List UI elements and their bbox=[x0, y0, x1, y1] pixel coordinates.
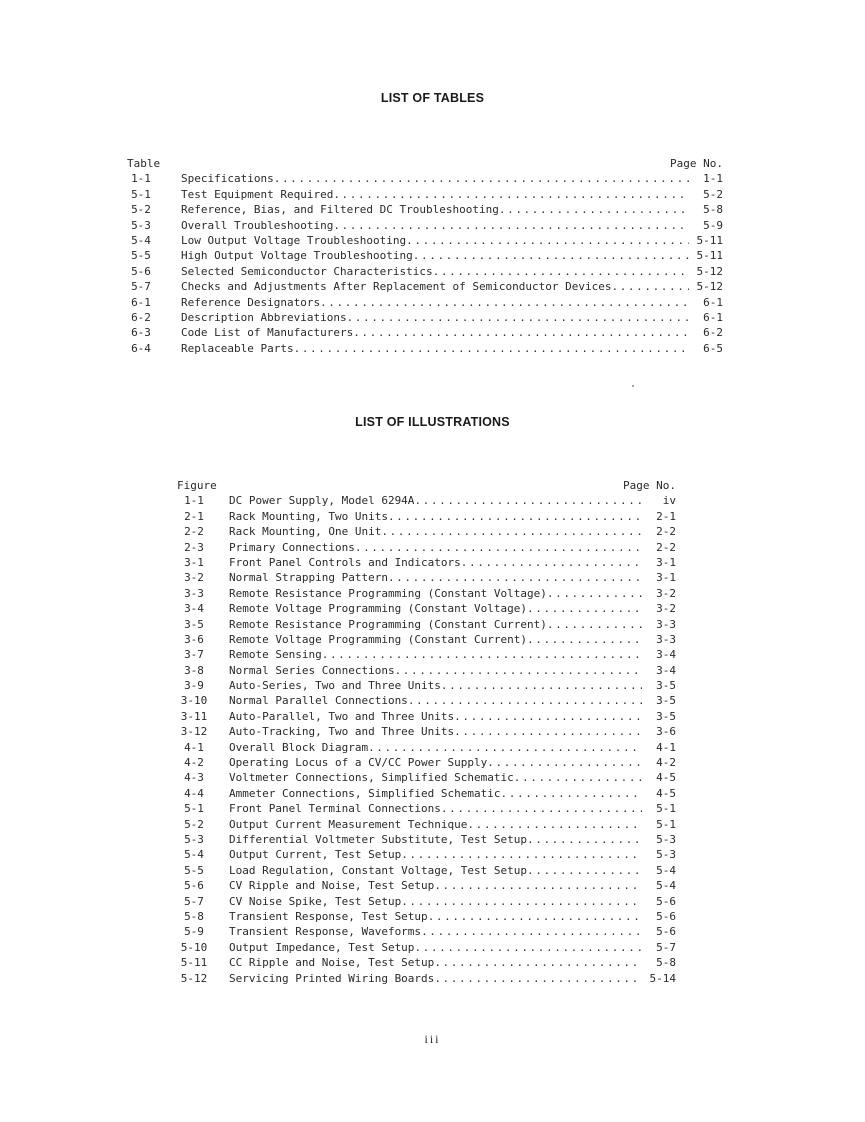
figure-page: 5-14 bbox=[649, 971, 676, 985]
figure-number: 5-2 bbox=[184, 817, 204, 831]
figure-page: 4-1 bbox=[656, 740, 676, 754]
figure-number: 3-11 bbox=[180, 709, 208, 723]
dot-leader bbox=[421, 925, 642, 938]
table-number: 5-6 bbox=[131, 264, 151, 278]
figure-number: 3-6 bbox=[184, 632, 204, 646]
figure-row bbox=[177, 941, 676, 956]
figure-number: 3-12 bbox=[180, 725, 208, 739]
figure-number: 3-9 bbox=[184, 679, 204, 693]
illustrations-list bbox=[177, 479, 676, 987]
dot-leader bbox=[434, 972, 642, 985]
dot-leader bbox=[414, 494, 642, 507]
figure-row bbox=[177, 664, 676, 679]
table-number: 5-5 bbox=[131, 249, 151, 263]
table-page: 6-1 bbox=[703, 310, 723, 324]
table-col-label: Table bbox=[127, 157, 161, 170]
table-number: 6-1 bbox=[131, 295, 151, 309]
table-row bbox=[127, 280, 723, 295]
figure-title: CC Ripple and Noise, Test Setup bbox=[229, 956, 435, 970]
figure-number: 5-3 bbox=[184, 832, 204, 846]
figure-title: CV Ripple and Noise, Test Setup bbox=[229, 879, 435, 893]
dot-leader bbox=[487, 756, 642, 769]
figure-title: Servicing Printed Wiring Boards bbox=[229, 971, 435, 985]
figure-row bbox=[177, 771, 676, 786]
dot-leader bbox=[527, 602, 642, 615]
dot-leader bbox=[355, 541, 642, 554]
table-title: Specifications bbox=[181, 172, 274, 186]
table-row bbox=[127, 296, 723, 311]
figure-page: 3-3 bbox=[656, 617, 676, 631]
illustrations-column-header bbox=[177, 479, 676, 494]
figure-page: 3-1 bbox=[656, 555, 676, 569]
dot-leader bbox=[401, 895, 642, 908]
figure-number: 1-1 bbox=[184, 494, 204, 508]
figure-page: 5-3 bbox=[656, 848, 676, 862]
table-page-col-label: Page No. bbox=[670, 157, 723, 170]
figure-page: 4-5 bbox=[656, 786, 676, 800]
dot-leader bbox=[434, 956, 642, 969]
figure-title: Remote Voltage Programming (Constant Voltage) bbox=[229, 602, 528, 616]
figure-title: Normal Series Connections bbox=[229, 663, 395, 677]
figure-page: 2-1 bbox=[656, 509, 676, 523]
figure-page: 3-3 bbox=[656, 632, 676, 646]
tables-rows bbox=[127, 172, 723, 357]
figure-row bbox=[177, 541, 676, 556]
figure-row bbox=[177, 879, 676, 894]
dot-leader bbox=[408, 694, 642, 707]
table-page: 5-9 bbox=[703, 218, 723, 232]
figure-page: iv bbox=[662, 494, 676, 508]
figure-page: 3-5 bbox=[656, 694, 676, 708]
dot-leader bbox=[454, 725, 642, 738]
figure-row bbox=[177, 679, 676, 694]
figure-row bbox=[177, 818, 676, 833]
table-page: 5-2 bbox=[703, 187, 723, 201]
table-title: Selected Semiconductor Characteristics bbox=[181, 264, 433, 278]
dot-leader bbox=[322, 648, 642, 661]
dot-leader bbox=[274, 172, 689, 185]
table-title: Code List of Manufacturers bbox=[181, 326, 354, 340]
dot-leader bbox=[433, 265, 689, 278]
dot-leader bbox=[368, 741, 642, 754]
figure-number: 5-4 bbox=[184, 848, 204, 862]
illustrations-rows bbox=[177, 494, 676, 987]
table-page: 5-11 bbox=[696, 249, 723, 263]
page-number: iii bbox=[424, 1032, 441, 1046]
figure-row bbox=[177, 710, 676, 725]
figure-title: Rack Mounting, One Unit bbox=[229, 525, 382, 539]
table-page: 5-11 bbox=[696, 233, 723, 247]
figure-row bbox=[177, 694, 676, 709]
figure-number: 5-1 bbox=[184, 802, 204, 816]
figure-title: Operating Locus of a CV/CC Power Supply bbox=[229, 756, 488, 770]
scan-speck bbox=[632, 385, 634, 387]
table-row bbox=[127, 326, 723, 341]
figure-title: Remote Resistance Programming (Constant Current) bbox=[229, 617, 547, 631]
figure-number: 4-2 bbox=[184, 756, 204, 770]
figure-title: Normal Strapping Pattern bbox=[229, 571, 388, 585]
figure-title: Auto-Series, Two and Three Units bbox=[229, 679, 441, 693]
table-number: 5-3 bbox=[131, 218, 151, 232]
figure-page: 5-1 bbox=[656, 802, 676, 816]
dot-leader bbox=[353, 326, 689, 339]
figure-title: Transient Response, Waveforms bbox=[229, 925, 422, 939]
figure-row bbox=[177, 787, 676, 802]
figure-page: 4-2 bbox=[656, 756, 676, 770]
dot-leader bbox=[347, 311, 689, 324]
figure-number: 5-12 bbox=[180, 971, 208, 985]
table-row bbox=[127, 311, 723, 326]
figure-page: 3-4 bbox=[656, 648, 676, 662]
figure-title: Ammeter Connections, Simplified Schematic bbox=[229, 786, 501, 800]
figure-title: Output Current, Test Setup bbox=[229, 848, 402, 862]
table-page: 1-1 bbox=[703, 172, 723, 186]
table-title: Overall Troubleshooting bbox=[181, 218, 334, 232]
table-number: 5-4 bbox=[131, 233, 151, 247]
table-page: 6-5 bbox=[703, 341, 723, 355]
table-row bbox=[127, 265, 723, 280]
dot-leader bbox=[381, 525, 642, 538]
figure-number: 4-3 bbox=[184, 771, 204, 785]
dot-leader bbox=[333, 219, 689, 232]
dot-leader bbox=[499, 203, 689, 216]
figure-title: Transient Response, Test Setup bbox=[229, 909, 428, 923]
figure-row bbox=[177, 741, 676, 756]
figure-page: 5-6 bbox=[656, 925, 676, 939]
figure-row bbox=[177, 525, 676, 540]
table-row bbox=[127, 249, 723, 264]
table-title: Low Output Voltage Troubleshooting bbox=[181, 233, 407, 247]
table-row bbox=[127, 172, 723, 187]
dot-leader bbox=[406, 234, 689, 247]
figure-row bbox=[177, 972, 676, 987]
table-number: 5-7 bbox=[131, 280, 151, 294]
tables-heading: LIST OF TABLES bbox=[380, 91, 485, 105]
table-row bbox=[127, 188, 723, 203]
figure-number: 3-4 bbox=[184, 602, 204, 616]
figure-number: 5-7 bbox=[184, 894, 204, 908]
figure-number: 2-2 bbox=[184, 525, 204, 539]
figure-title: Output Current Measurement Technique bbox=[229, 817, 468, 831]
dot-leader bbox=[527, 864, 642, 877]
figure-title: Auto-Parallel, Two and Three Units bbox=[229, 709, 455, 723]
figure-title: Remote Voltage Programming (Constant Current) bbox=[229, 632, 528, 646]
table-title: Description Abbreviations bbox=[181, 310, 347, 324]
dot-leader bbox=[547, 618, 642, 631]
illustrations-heading: LIST OF ILLUSTRATIONS bbox=[355, 415, 510, 429]
figure-row bbox=[177, 864, 676, 879]
dot-leader bbox=[467, 818, 642, 831]
table-page: 6-2 bbox=[703, 326, 723, 340]
dot-leader bbox=[333, 188, 689, 201]
table-title: Reference, Bias, and Filtered DC Troubleshooting bbox=[181, 203, 499, 217]
dot-leader bbox=[547, 587, 642, 600]
dot-leader bbox=[395, 664, 642, 677]
figure-title: Overall Block Diagram bbox=[229, 740, 369, 754]
figure-page: 2-2 bbox=[656, 525, 676, 539]
figure-page: 5-6 bbox=[656, 909, 676, 923]
figure-title: Front Panel Controls and Indicators bbox=[229, 555, 461, 569]
table-title: Test Equipment Required bbox=[181, 187, 334, 201]
table-title: Reference Designators bbox=[181, 295, 321, 309]
figure-number: 3-10 bbox=[180, 694, 208, 708]
figure-title: CV Noise Spike, Test Setup bbox=[229, 894, 402, 908]
dot-leader bbox=[527, 633, 642, 646]
table-title: Replaceable Parts bbox=[181, 341, 294, 355]
figure-row bbox=[177, 895, 676, 910]
table-number: 5-2 bbox=[131, 203, 151, 217]
figure-page: 3-2 bbox=[656, 602, 676, 616]
figure-row bbox=[177, 833, 676, 848]
figure-number: 5-11 bbox=[180, 956, 208, 970]
figure-page: 5-4 bbox=[656, 879, 676, 893]
figure-number: 3-2 bbox=[184, 571, 204, 585]
table-row bbox=[127, 234, 723, 249]
dot-leader bbox=[461, 556, 642, 569]
figure-row bbox=[177, 802, 676, 817]
figure-row bbox=[177, 587, 676, 602]
table-row bbox=[127, 203, 723, 218]
figure-page: 5-3 bbox=[656, 832, 676, 846]
figure-number: 4-4 bbox=[184, 786, 204, 800]
figure-title: Remote Resistance Programming (Constant Voltage) bbox=[229, 586, 547, 600]
figure-number: 5-8 bbox=[184, 909, 204, 923]
table-row bbox=[127, 342, 723, 357]
dot-leader bbox=[401, 848, 642, 861]
figure-title: Remote Sensing bbox=[229, 648, 322, 662]
dot-leader bbox=[501, 787, 642, 800]
figure-number: 2-3 bbox=[184, 540, 204, 554]
figure-title: Auto-Tracking, Two and Three Units bbox=[229, 725, 455, 739]
figure-row bbox=[177, 602, 676, 617]
figure-title: Normal Parallel Connections bbox=[229, 694, 408, 708]
table-title: Checks and Adjustments After Replacement of Semiconductor Devices bbox=[181, 280, 612, 294]
figure-number: 5-6 bbox=[184, 879, 204, 893]
figure-number: 3-3 bbox=[184, 586, 204, 600]
figure-page: 5-6 bbox=[656, 894, 676, 908]
figure-row bbox=[177, 510, 676, 525]
dot-leader bbox=[294, 342, 689, 355]
figure-page-col-label: Page No. bbox=[623, 479, 676, 492]
dot-leader bbox=[454, 710, 642, 723]
figure-number: 4-1 bbox=[184, 740, 204, 754]
figure-title: Voltmeter Connections, Simplified Schematic bbox=[229, 771, 514, 785]
tables-column-header bbox=[127, 157, 723, 172]
figure-page: 5-1 bbox=[656, 817, 676, 831]
dot-leader bbox=[413, 249, 689, 262]
dot-leader bbox=[388, 510, 642, 523]
dot-leader bbox=[388, 571, 642, 584]
figure-row bbox=[177, 956, 676, 971]
table-row bbox=[127, 219, 723, 234]
table-number: 5-1 bbox=[131, 187, 151, 201]
figure-number: 5-10 bbox=[180, 940, 208, 954]
figure-number: 2-1 bbox=[184, 509, 204, 523]
figure-page: 2-2 bbox=[656, 540, 676, 554]
figure-row bbox=[177, 756, 676, 771]
figure-page: 3-5 bbox=[656, 709, 676, 723]
dot-leader bbox=[428, 910, 642, 923]
table-page: 5-12 bbox=[696, 264, 723, 278]
figure-page: 5-8 bbox=[656, 956, 676, 970]
dot-leader bbox=[441, 679, 642, 692]
figure-row bbox=[177, 848, 676, 863]
figure-number: 3-7 bbox=[184, 648, 204, 662]
figure-col-label: Figure bbox=[177, 479, 217, 492]
figure-title: Output Impedance, Test Setup bbox=[229, 940, 415, 954]
figure-page: 3-5 bbox=[656, 679, 676, 693]
figure-row bbox=[177, 571, 676, 586]
figure-number: 3-1 bbox=[184, 555, 204, 569]
figure-title: Primary Connections bbox=[229, 540, 355, 554]
figure-page: 3-6 bbox=[656, 725, 676, 739]
table-page: 6-1 bbox=[703, 295, 723, 309]
table-page: 5-12 bbox=[696, 280, 723, 294]
dot-leader bbox=[434, 879, 642, 892]
figure-row bbox=[177, 494, 676, 509]
figure-title: Load Regulation, Constant Voltage, Test Setup bbox=[229, 863, 528, 877]
dot-leader bbox=[414, 941, 642, 954]
figure-row bbox=[177, 648, 676, 663]
dot-leader bbox=[527, 833, 642, 846]
figure-row bbox=[177, 556, 676, 571]
figure-page: 4-5 bbox=[656, 771, 676, 785]
table-number: 6-2 bbox=[131, 310, 151, 324]
figure-page: 5-4 bbox=[656, 863, 676, 877]
figure-row bbox=[177, 618, 676, 633]
table-number: 6-4 bbox=[131, 341, 151, 355]
dot-leader bbox=[514, 771, 642, 784]
figure-row bbox=[177, 910, 676, 925]
figure-page: 3-1 bbox=[656, 571, 676, 585]
figure-row bbox=[177, 725, 676, 740]
figure-row bbox=[177, 925, 676, 940]
figure-number: 5-5 bbox=[184, 863, 204, 877]
tables-list bbox=[127, 157, 723, 357]
figure-title: Front Panel Terminal Connections bbox=[229, 802, 441, 816]
figure-title: DC Power Supply, Model 6294A bbox=[229, 494, 415, 508]
figure-title: Rack Mounting, Two Units bbox=[229, 509, 388, 523]
figure-title: Differential Voltmeter Substitute, Test Setup bbox=[229, 832, 528, 846]
table-number: 6-3 bbox=[131, 326, 151, 340]
dot-leader bbox=[320, 296, 689, 309]
dot-leader bbox=[611, 280, 689, 293]
figure-number: 3-8 bbox=[184, 663, 204, 677]
figure-number: 5-9 bbox=[184, 925, 204, 939]
figure-row bbox=[177, 633, 676, 648]
dot-leader bbox=[441, 802, 642, 815]
figure-number: 3-5 bbox=[184, 617, 204, 631]
figure-page: 3-4 bbox=[656, 663, 676, 677]
figure-page: 3-2 bbox=[656, 586, 676, 600]
table-title: High Output Voltage Troubleshooting bbox=[181, 249, 413, 263]
table-number: 1-1 bbox=[131, 172, 151, 186]
figure-page: 5-7 bbox=[656, 940, 676, 954]
table-page: 5-8 bbox=[703, 203, 723, 217]
